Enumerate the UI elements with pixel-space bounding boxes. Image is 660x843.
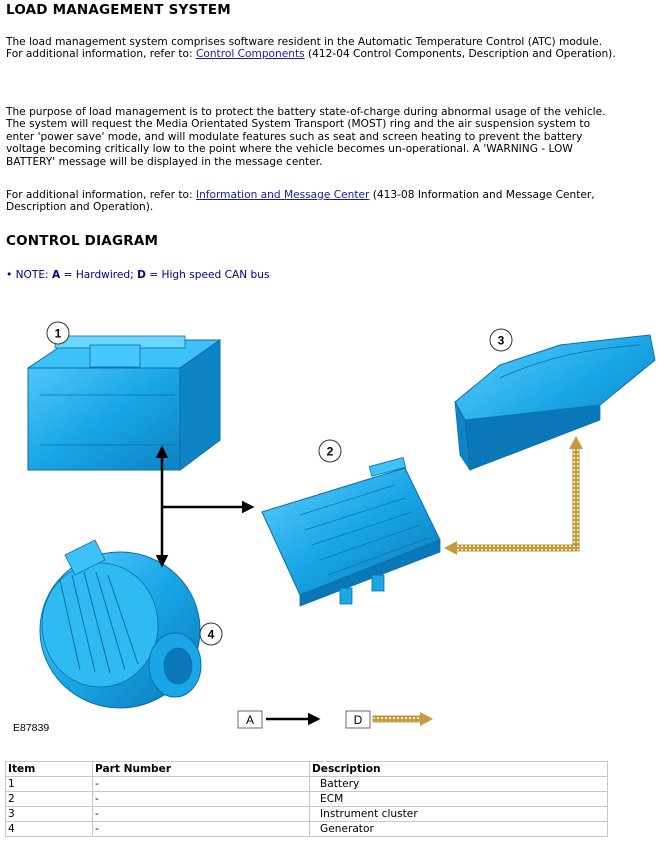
cell-part-number: - (93, 807, 310, 822)
legend-d-key: D (353, 713, 363, 727)
cell-part-number: - (93, 777, 310, 792)
control-components-link[interactable]: Control Components (195, 48, 305, 61)
figure-id: E87839 (13, 722, 50, 734)
cell-description: Instrument cluster (310, 807, 608, 822)
table-row (6, 807, 608, 822)
callout-1 (47, 322, 69, 344)
note-text-d: = High speed CAN bus (149, 269, 270, 281)
reference-suffix: (413-08 Information and Message Center, Description and Operation). (6, 189, 595, 214)
legend-can-bus (346, 711, 433, 728)
message-center-link[interactable]: Information and Message Center (195, 189, 370, 201)
cell-item: 3 (6, 807, 93, 822)
generator-illustration (40, 540, 201, 708)
table-row (6, 792, 608, 807)
header-description: Description (310, 762, 608, 777)
control-diagram (0, 300, 660, 745)
section-heading: CONTROL DIAGRAM (6, 233, 159, 249)
cell-part-number: - (93, 822, 310, 837)
legend-hardwired (238, 711, 318, 728)
reference-prefix: For additional information, refer to: (6, 189, 196, 201)
cell-description: Generator (310, 822, 608, 837)
cell-description: Battery (310, 777, 608, 792)
intro-ref-prefix: For additional information, refer to: (6, 48, 196, 61)
callout-1-label: 1 (54, 326, 62, 341)
cell-description: ECM (310, 792, 608, 807)
intro-paragraph (6, 36, 616, 61)
header-item: Item (6, 762, 93, 777)
table-row (6, 777, 608, 792)
cell-item: 1 (6, 777, 93, 792)
page-title: LOAD MANAGEMENT SYSTEM (6, 2, 231, 18)
table-row (6, 822, 608, 837)
header-part-number: Part Number (93, 762, 310, 777)
reference-paragraph (6, 189, 616, 214)
intro-text: The load management system comprises software resident in the Automatic Temperature Control (ATC) module. (6, 36, 603, 48)
cell-part-number: - (93, 792, 310, 807)
callout-4-label: 4 (207, 627, 215, 642)
note (6, 269, 270, 281)
purpose-paragraph: The purpose of load management is to protect the battery state-of-charge during abnormal usage of the vehicle. The system will request the Media Orientated System Transport (MOST) ring and the air suspension system to enter 'power save' mode, and will modulate features such as seat and screen heating to prevent the battery voltage becoming critically low to the point where the vehicle becomes un-operational. A 'WARNING - LOW BATTERY' message will be displayed in the message center. (6, 106, 606, 168)
callout-2-label: 2 (326, 444, 334, 459)
parts-table (5, 761, 608, 837)
ecm-illustration (262, 458, 440, 606)
cell-item: 2 (6, 792, 93, 807)
cell-item: 4 (6, 822, 93, 837)
intro-ref-suffix: (412-04 Control Components, Description and Operation). (304, 48, 616, 61)
note-text-a: = Hardwired; (63, 269, 134, 281)
can-arrow-up (569, 436, 583, 449)
note-key-d: D (137, 269, 146, 281)
note-bullet: • (6, 269, 13, 281)
note-label: NOTE: (15, 269, 49, 281)
callout-2 (319, 440, 341, 462)
battery-illustration (28, 336, 220, 470)
callout-3-label: 3 (497, 333, 505, 348)
instrument-cluster-illustration (455, 335, 655, 470)
callout-4 (200, 623, 222, 645)
legend-a-key: A (245, 713, 255, 727)
callout-3 (490, 329, 512, 351)
table-header-row (6, 762, 608, 777)
note-key-a: A (52, 269, 61, 281)
can-arrow-left (444, 541, 457, 555)
